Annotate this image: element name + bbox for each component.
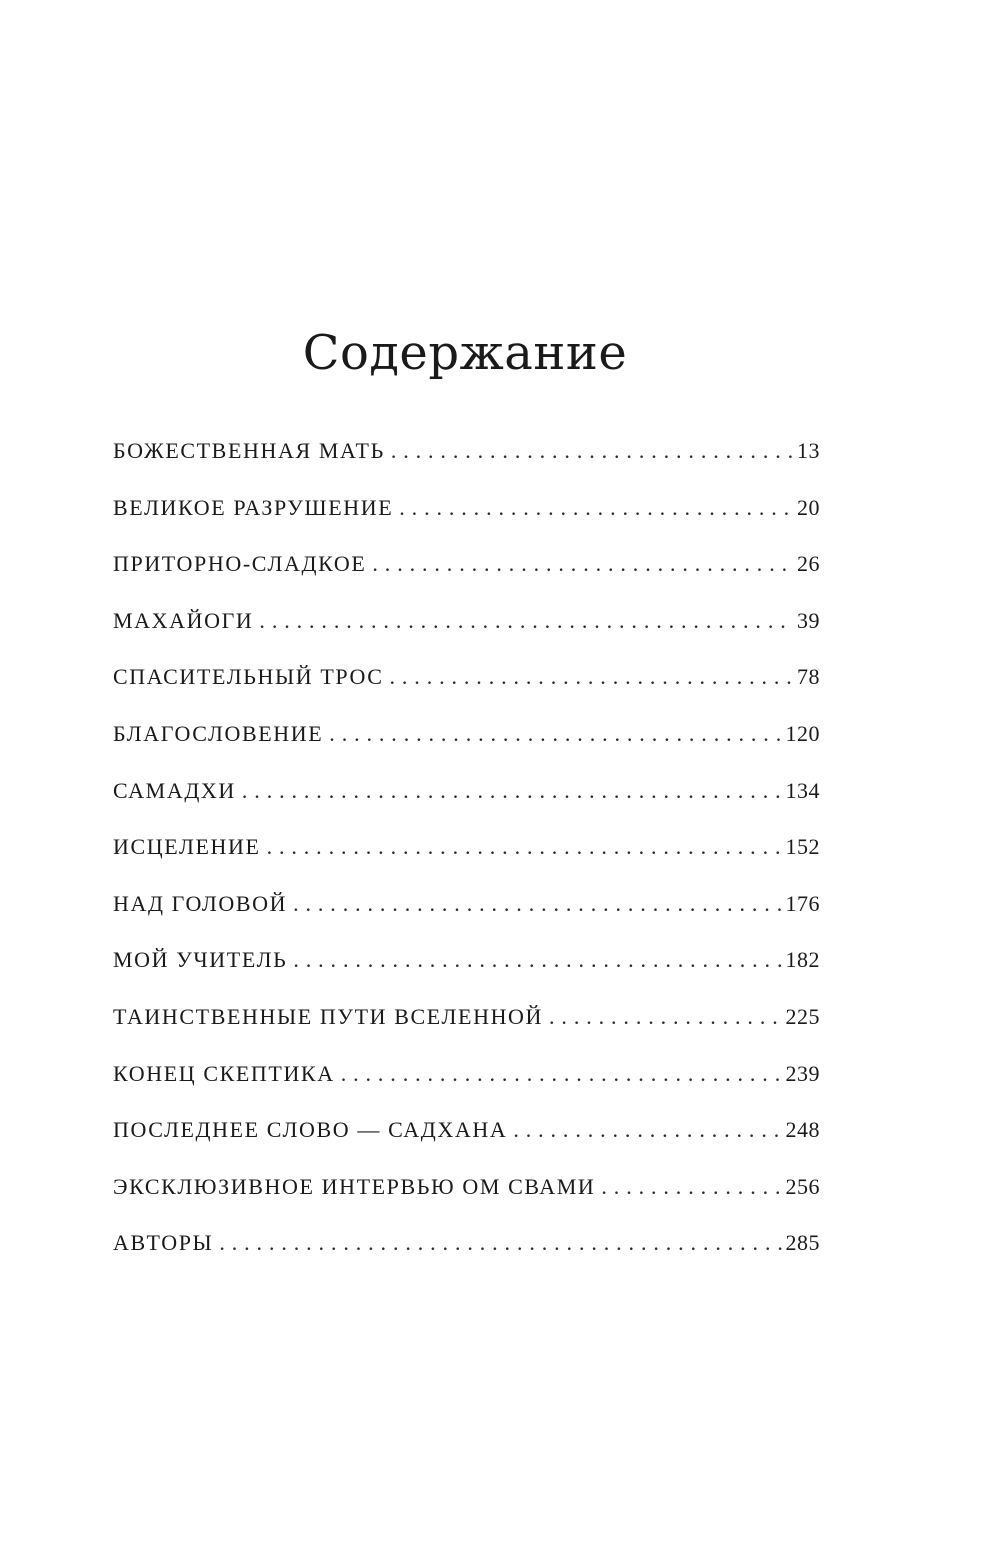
toc-page-number: 182 xyxy=(785,947,820,973)
toc-page-number: 152 xyxy=(785,834,820,860)
toc-entry[interactable] xyxy=(113,1174,820,1231)
toc-entry-title: КОНЕЦ СКЕПТИКА xyxy=(113,1060,335,1086)
dot-leader xyxy=(293,947,781,973)
toc-entry-title: ПОСЛЕДНЕЕ СЛОВО — САДХАНА xyxy=(113,1117,508,1143)
toc-entry[interactable] xyxy=(113,664,820,721)
toc-entry[interactable] xyxy=(113,834,820,891)
dot-leader xyxy=(267,834,782,860)
dot-leader xyxy=(329,721,781,747)
toc-page-number: 26 xyxy=(797,551,820,577)
dot-leader xyxy=(390,664,794,690)
dot-leader xyxy=(293,891,781,917)
toc-page-number: 248 xyxy=(785,1117,820,1143)
toc-page-number: 239 xyxy=(785,1060,820,1086)
toc-page-number: 225 xyxy=(785,1003,820,1029)
toc-entry-title: МОЙ УЧИТЕЛЬ xyxy=(113,947,288,973)
toc-entry-title: ИСЦЕЛЕНИЕ xyxy=(113,834,261,860)
toc-page-number: 120 xyxy=(785,720,820,746)
toc-page-number: 134 xyxy=(785,777,820,803)
dot-leader xyxy=(242,778,782,804)
toc-entry[interactable] xyxy=(113,608,820,665)
dot-leader xyxy=(601,1174,781,1200)
toc-entry-title: БОЖЕСТВЕННАЯ МАТЬ xyxy=(113,438,385,463)
toc-entry[interactable] xyxy=(113,1117,820,1174)
toc-entry[interactable] xyxy=(113,1230,820,1287)
dot-leader xyxy=(372,551,793,577)
toc-page-number: 176 xyxy=(785,890,820,916)
dot-leader xyxy=(341,1061,782,1087)
page-title: Содержание xyxy=(302,325,628,381)
toc-page-number: 20 xyxy=(797,494,820,520)
dot-leader xyxy=(513,1117,781,1143)
toc-entry-title: СПАСИТЕЛЬНЫЙ ТРОС xyxy=(113,664,384,690)
dot-leader xyxy=(391,438,793,464)
table-of-contents xyxy=(113,438,820,1287)
toc-entry[interactable] xyxy=(113,551,820,608)
toc-page-number: 285 xyxy=(785,1230,820,1256)
toc-entry-title: МАХАЙОГИ xyxy=(113,607,254,633)
toc-entry[interactable] xyxy=(113,438,820,495)
toc-entry-title: АВТОРЫ xyxy=(113,1230,214,1256)
dot-leader xyxy=(259,608,793,634)
toc-entry-title: БЛАГОСЛОВЕНИЕ xyxy=(113,720,324,746)
toc-entry-title: ТАИНСТВЕННЫЕ ПУТИ ВСЕЛЕННОЙ xyxy=(113,1003,544,1029)
toc-entry-title: ВЕЛИКОЕ РАЗРУШЕНИЕ xyxy=(113,494,394,520)
toc-entry-title: НАД ГОЛОВОЙ xyxy=(113,890,288,916)
toc-entry-title: ЭКСКЛЮЗИВНОЕ ИНТЕРВЬЮ ОМ СВАМИ xyxy=(113,1173,596,1199)
toc-page-number: 13 xyxy=(797,438,820,463)
toc-page-number: 256 xyxy=(785,1173,820,1199)
toc-entry[interactable] xyxy=(113,495,820,552)
dot-leader xyxy=(219,1230,781,1256)
toc-entry-title: САМАДХИ xyxy=(113,777,236,803)
dot-leader xyxy=(399,495,793,521)
toc-entry-title: ПРИТОРНО-СЛАДКОЕ xyxy=(113,551,367,577)
toc-entry[interactable] xyxy=(113,778,820,835)
toc-entry[interactable] xyxy=(113,891,820,948)
dot-leader xyxy=(549,1004,781,1030)
toc-entry[interactable] xyxy=(113,1004,820,1061)
toc-page-number: 39 xyxy=(797,607,820,633)
toc-entry[interactable] xyxy=(113,721,820,778)
toc-page-number: 78 xyxy=(797,664,820,690)
toc-entry[interactable] xyxy=(113,947,820,1004)
toc-entry[interactable] xyxy=(113,1061,820,1118)
